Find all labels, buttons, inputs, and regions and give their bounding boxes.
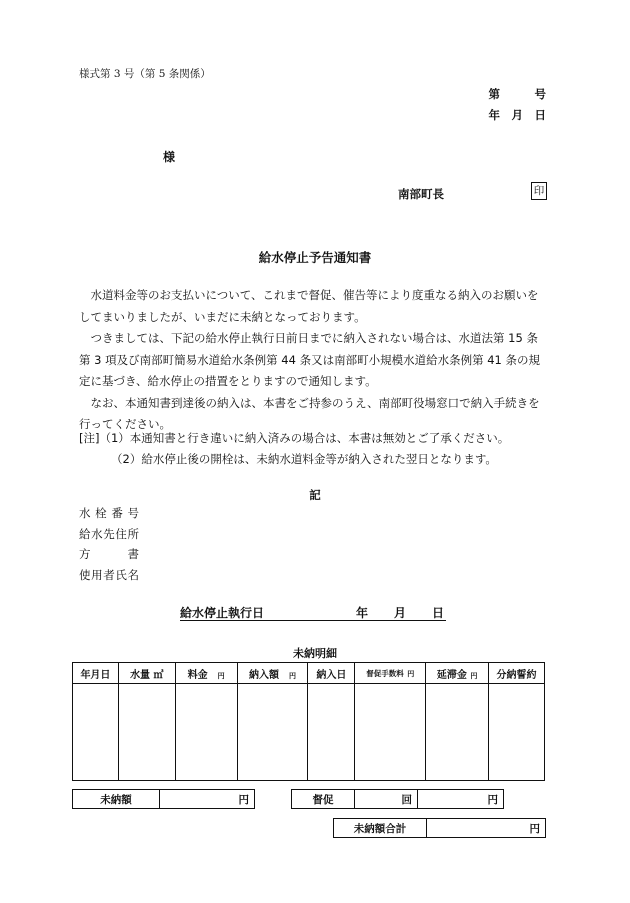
- document-number: 第 号: [488, 87, 546, 101]
- reminder-count[interactable]: 回: [355, 790, 418, 809]
- reminder-yen[interactable]: 円: [418, 790, 504, 809]
- note-2: （2）給水停止後の開栓は、未納水道料金等が納入された翌日となります。: [111, 452, 497, 466]
- execution-month: 月: [394, 606, 407, 620]
- paragraph-3: なお、本通知書到達後の納入は、本書をご持参のうえ、南部町役場窓口で納入手続きを行ってください。: [79, 395, 540, 431]
- col-installment: 分納誓約: [489, 663, 545, 684]
- unpaid-total-box: [333, 818, 546, 838]
- table-header-row: [73, 663, 545, 684]
- paragraph-1: 水道料金等のお支払いについて、これまで督促、催告等により度重なる納入のお願いをしてまいりましたが、いまだに未納となっております。: [79, 288, 539, 324]
- body-text: [79, 285, 549, 436]
- col-charge: 料金 円: [175, 663, 237, 684]
- field-user-name: 使用者氏名: [79, 567, 139, 582]
- field-supply-address: 給水先住所: [79, 526, 139, 541]
- seal-box: 印: [531, 182, 547, 200]
- unpaid-total-label: 未納額合計: [334, 819, 427, 838]
- document-title: 給水停止予告通知書: [258, 250, 372, 265]
- form-number: 様式第 3 号（第 5 条関係）: [79, 68, 211, 80]
- table-cell[interactable]: [175, 684, 237, 781]
- reminder-box: [291, 789, 504, 809]
- unpaid-details-table: [72, 662, 545, 781]
- table-body-row: [73, 684, 545, 781]
- unpaid-total-yen[interactable]: 円: [427, 819, 546, 838]
- ki-heading: 記: [309, 488, 321, 502]
- unpaid-amount-yen[interactable]: 円: [160, 790, 255, 809]
- table-cell[interactable]: [237, 684, 308, 781]
- unpaid-amount-box: [72, 789, 255, 809]
- unpaid-details-title: 未納明細: [293, 647, 337, 660]
- table-cell[interactable]: [73, 684, 119, 781]
- unpaid-amount-label: 未納額: [73, 790, 160, 809]
- table-cell[interactable]: [355, 684, 426, 781]
- col-late-fee: 延滞金 円: [426, 663, 489, 684]
- execution-date-line: [180, 604, 446, 621]
- col-volume: 水量 ㎥: [118, 663, 175, 684]
- field-meter-number: 水栓番号: [79, 506, 139, 520]
- table-cell[interactable]: [426, 684, 489, 781]
- col-date: 年月日: [73, 663, 119, 684]
- document-date: 年 月 日: [488, 108, 546, 122]
- field-katagaki: 方書: [79, 547, 139, 561]
- col-paid-amount: 納入額 円: [237, 663, 308, 684]
- table-cell[interactable]: [308, 684, 355, 781]
- reminder-label: 督促: [292, 790, 355, 809]
- field-labels: [79, 503, 139, 585]
- execution-day: 日: [432, 606, 445, 620]
- paragraph-2: つきましては、下記の給水停止執行日前日までに納入されない場合は、水道法第 15 条第 3 項及び南部町簡易水道給水条例第 44 条又は南部町小規模水道給水条例第 41 条の規定に基づき、給水停止の措置をとりますので通知します。: [79, 331, 541, 388]
- addressee-suffix: 様: [163, 150, 176, 164]
- execution-date-label: 給水停止執行日: [180, 606, 265, 620]
- table-cell[interactable]: [489, 684, 545, 781]
- sender-name: 南部町長: [398, 187, 444, 201]
- table-cell[interactable]: [118, 684, 175, 781]
- col-reminder-fee: 督促手数料 円: [355, 663, 426, 684]
- notes: [79, 428, 509, 470]
- note-1: [注]（1）本通知書と行き違いに納入済みの場合は、本書は無効とご了承ください。: [79, 431, 510, 445]
- execution-year: 年: [356, 606, 369, 620]
- col-paid-date: 納入日: [308, 663, 355, 684]
